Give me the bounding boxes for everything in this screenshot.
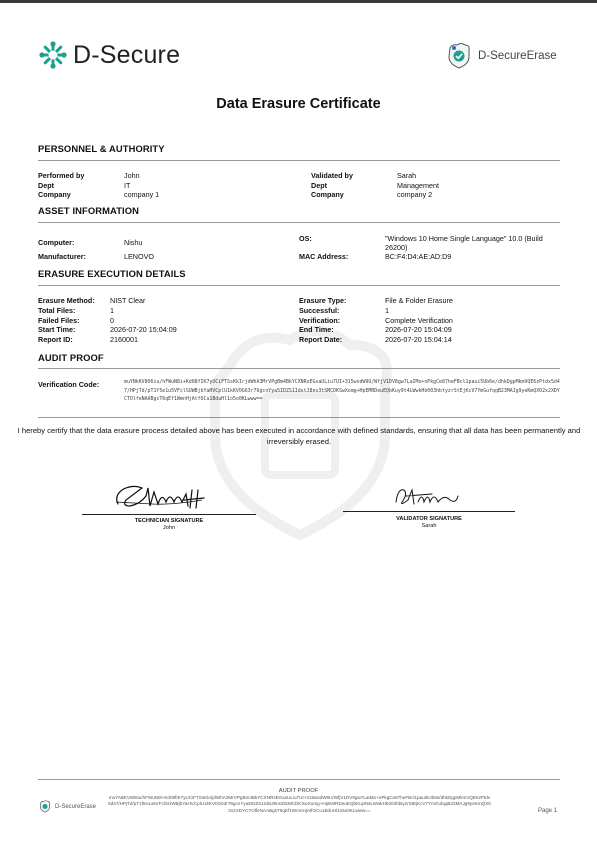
computer-label: Computer: (38, 238, 75, 247)
verification-label: Verification: (299, 316, 341, 325)
section-heading-personnel: PERSONNEL & AUTHORITY (38, 143, 165, 154)
dept-label-left: Dept (38, 181, 54, 190)
brand-right (444, 42, 557, 70)
footer-audit-code: muYNkKV806iu/hFWuN8i+Kd08fIK7yUCiFTSsKkIrjdWhA3MrVPgBm4BkYCXNRsEGxaULiu7UI+315wxdW9U/WfjV1DV8gw7LaIMo+nPkgCe87heFBcl1paui5Ub6e/dhkDgpMkmVQE6zPtdx5d47/HPjTd/pT1f5e1u5VFclSUWBjbYaHVCplU1kKV0G63r76gcnYya5IDZS1IdstJ8ns3tSMCDKSwXomg+HpEMRDeuEQbKuy9t4LWwkHb003hbtyzrStEjKcV7YmGufqqB23MAJg9yeKmQX02x2XDYCTOlfeNAABgsT6qEf1WmnHjAtfOCu1BduHl1o5o0KLwww== (108, 795, 491, 813)
failed-files-value: 0 (110, 316, 114, 325)
computer-value: Nishu (124, 238, 143, 247)
section-heading-asset: ASSET INFORMATION (38, 205, 140, 216)
company-value-left: company 1 (124, 190, 160, 199)
mac-value: BC:F4:D4:AE:AD:D9 (385, 252, 452, 261)
footer-brand (38, 800, 96, 813)
brand-left (38, 40, 180, 70)
technician-signature-caption (82, 518, 256, 532)
verification-code-value: muYNkKV806iu/hFWuN8i+Kd08fIK7yUCiFTSsKkIrjdWhA3MrVPgBm4BkYCXNRsEGxaULiu7UI+315wxdW9U/WfjV1DV8gw7LaIMo+nPkgCe87heFBcl1paui5Ub6e/dhkDgpMkmVQE6zPtdx5d47/HPjTd/pT1f5e1u5VFclSUWBjbYaHVCplU1kKV0G63r76gcnYya5IDZS1IdstJ8ns3tSMCDKSwXomg+HpEMRDeuEQbKuy9t4LWwkHb003hbtyzrStEjKcV7YmGufqqB23MAJg9yeKmQX02x2XDYCTOlfeNAABgsT6qEf1WmnHjAtfOCu1BduHl1o5o0KLwww== (124, 379, 560, 403)
d-secureerase-shield-icon (444, 42, 474, 70)
divider (38, 222, 560, 223)
dept-value-left: IT (124, 181, 131, 190)
failed-files-label: Failed Files: (38, 316, 80, 325)
successful-label: Successful: (299, 306, 340, 315)
certification-statement: I hereby certify that the data erasure process detailed above has been executed in accordance with defined standards, ensuring that all data has been permanently and irreversibly erased. (17, 426, 581, 446)
performed-by-value: John (124, 171, 140, 180)
dept-value-right: Management (397, 181, 439, 190)
section-heading-audit: AUDIT PROOF (38, 352, 104, 363)
successful-value: 1 (385, 306, 389, 315)
validator-signature-image (392, 482, 462, 510)
technician-signature-image (112, 478, 212, 514)
report-date-label: Report Date: (299, 335, 343, 344)
os-label: OS: (299, 234, 312, 243)
brand-right-name: D-SecureErase (478, 50, 557, 62)
os-value-line2: 26200) (385, 243, 408, 252)
technician-signature-line (82, 514, 256, 515)
company-label-right: Company (311, 190, 344, 199)
report-date-value: 2026-07-20 15:04:14 (385, 335, 452, 344)
divider (38, 160, 560, 161)
os-value-line1: "Windows 10 Home Single Language" 10.0 (Build (385, 234, 543, 243)
erasure-type-label: Erasure Type: (299, 296, 347, 305)
total-files-value: 1 (110, 306, 114, 315)
brand-left-name: D-Secure (73, 40, 181, 69)
start-time-value: 2026-07-20 15:04:09 (110, 325, 177, 334)
erasure-method-label: Erasure Method: (38, 296, 95, 305)
report-id-label: Report ID: (38, 335, 73, 344)
performed-by-label: Performed by (38, 171, 85, 180)
page-title: Data Erasure Certificate (216, 96, 381, 112)
validator-signature-title: VALIDATOR SIGNATURE (396, 516, 462, 522)
end-time-value: 2026-07-20 15:04:09 (385, 325, 452, 334)
manufacturer-label: Manufacturer: (38, 252, 86, 261)
divider (38, 285, 560, 286)
validator-signature-caption (343, 516, 515, 530)
total-files-label: Total Files: (38, 306, 76, 315)
footer-brand-name: D-SecureErase (55, 803, 97, 810)
dept-label-right: Dept (311, 181, 327, 190)
d-secure-logo-icon (38, 40, 68, 70)
end-time-label: End Time: (299, 325, 334, 334)
section-heading-erasure: ERASURE EXECUTION DETAILS (38, 268, 186, 279)
footer-audit-title: AUDIT PROOF (278, 788, 319, 794)
verification-code-label: Verification Code: (38, 380, 100, 389)
verification-value: Complete Verification (385, 316, 453, 325)
company-value-right: company 2 (397, 190, 433, 199)
technician-name: John (162, 525, 176, 531)
erasure-method-value: NIST Clear (110, 296, 146, 305)
footer-shield-icon (38, 800, 52, 813)
validated-by-label: Validated by (311, 171, 353, 180)
technician-signature-title: TECHNICIAN SIGNATURE (134, 518, 204, 524)
validator-signature-line (343, 511, 515, 512)
divider (38, 417, 560, 418)
page-number: Page 1 (538, 808, 558, 814)
mac-label: MAC Address: (299, 252, 349, 261)
erasure-type-value: File & Folder Erasure (385, 296, 453, 305)
divider (38, 368, 560, 369)
validated-by-value: Sarah (397, 171, 417, 180)
manufacturer-value: LENOVO (124, 252, 154, 261)
start-time-label: Start Time: (38, 325, 76, 334)
top-border (0, 0, 597, 3)
report-id-value: 2160001 (110, 335, 138, 344)
footer-divider (38, 779, 560, 780)
company-label-left: Company (38, 190, 71, 199)
validator-name: Sarah (421, 523, 437, 529)
